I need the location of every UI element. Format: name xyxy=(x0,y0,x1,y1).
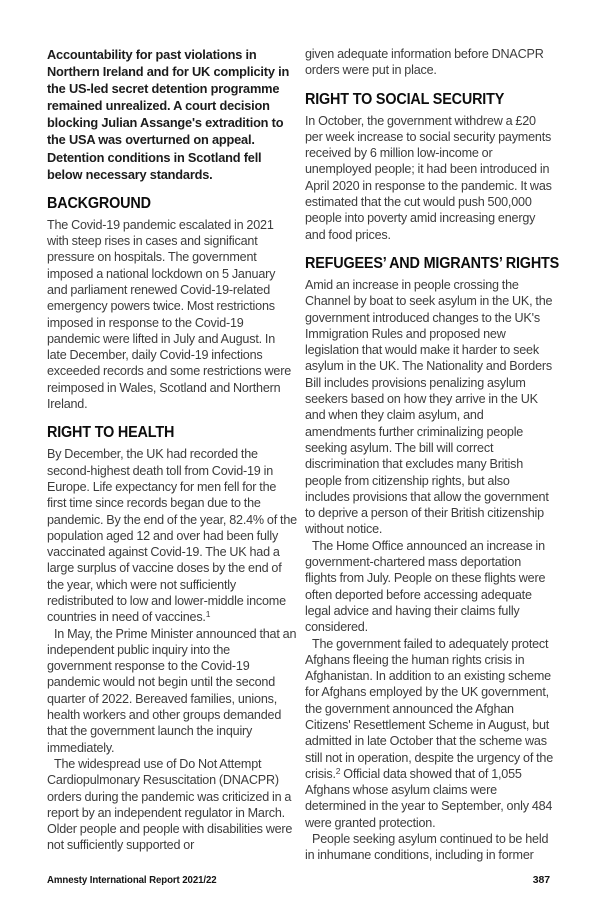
paragraph: The Home Office announced an increase in government-chartered mass deportation flights from July. People on these flights were often deported before accessing adequate legal advice and having their claims fully considered. xyxy=(305,538,546,635)
section-heading: REFUGEES’ AND MIGRANTS’ RIGHTS xyxy=(305,254,560,272)
paragraph: Amid an increase in people crossing the Channel by boat to seek asylum in the UK, the government introduced changes to the UK's Immigration Rules and proposed new legislation that would make it harder to seek asylum in the UK. The Nationality and Borders Bill includes provisions penalizing asylum seekers based on how they arrive in the UK and when they claim asylum, and amendments further criminalizing people seeking asylum. The bill will correct discrimination that excludes many British people from citizenship rights, but also includes provisions that allow the government to deprive a person of their British citizenship without notice. xyxy=(305,277,553,537)
footnote-reference: 1 xyxy=(205,609,211,620)
page-footer xyxy=(47,874,550,886)
paragraph: The Covid-19 pandemic escalated in 2021 with steep rises in cases and significant pressure on hospitals. The government imposed a national lockdown on 5 January and parliament renewed Covid-19-related emergency powers twice. Most restrictions imposed in response to the Covid-19 pandemic were lifted in July and August. In late December, daily Covid-19 infections exceeded records and some restrictions were reimposed in Wales, Scotland and Northern Ireland. xyxy=(47,217,291,412)
paragraph: By December, the UK had recorded the second-highest death toll from Covid-19 in Europe. Life expectancy for men fell for the first time since records began due to the pandemic. By the end of the year, 82.4% of the population aged 12 and over had been fully vaccinated against Covid-19. The UK had a large surplus of vaccine doses by the end of the year, which were not sufficiently redistributed to low and lower-middle income countries in need of vaccines.$^1$ xyxy=(47,447,297,625)
section-heading: BACKGROUND xyxy=(47,194,151,212)
paragraph: The widespread use of Do Not Attempt Cardiopulmonary Resuscitation (DNACPR) orders during the pandemic was criticized in a report by an independent regulator in March. Older people and people with disabilities were not sufficiently supported or xyxy=(47,756,293,853)
paragraph: In October, the government withdrew a £20 per week increase to social security payments received by 6 million low-income or unemployed people; it had been introduced in April 2020 in response to the pandemic. It was estimated that the cut would push 500,000 people into poverty amid increasing energy and food prices. xyxy=(305,113,552,242)
paragraph: In May, the Prime Minister announced that an independent public inquiry into the government response to the Covid-19 pandemic would not begin until the second quarter of 2022. Bereaved families, unions, health workers and other groups demanded that the government launch the inquiry immediately. xyxy=(47,626,297,755)
section-heading: RIGHT TO SOCIAL SECURITY xyxy=(305,90,505,108)
section-heading: RIGHT TO HEALTH xyxy=(47,424,175,442)
intro-paragraph: Accountability for past violations in Northern Ireland and for UK complicity in the US-led secret detention programme remained unrealized. A court decision blocking Julian Assange's extradition to the USA was overturned on appeal. Detention conditions in Scotland fell below necessary standards. xyxy=(47,47,290,182)
footer-page-number: 387 xyxy=(532,874,550,886)
right-column xyxy=(305,46,560,864)
footer-report-title: Amnesty International Report 2021/22 xyxy=(47,874,217,886)
text-columns xyxy=(47,46,560,864)
left-column xyxy=(47,46,297,864)
paragraph: The government failed to adequately protect Afghans fleeing the human rights crisis in Afghanistan. In addition to an existing scheme for Afghans employed by the UK government, the government announced the Afghan Citizens' Resettlement Scheme in August, but admitted in late October that the scheme was still not in operation, despite the urgency of the crisis.$^2$ Official data showed that of 1,055 Afghans whose asylum claims were determined in the year to September, only 484 were granted protection. xyxy=(305,636,554,830)
footnote-reference: 2 xyxy=(335,765,341,776)
paragraph: People seeking asylum continued to be held in inhumane conditions, including in former xyxy=(305,832,549,863)
paragraph: given adequate information before DNACPR orders were put in place. xyxy=(305,47,544,78)
